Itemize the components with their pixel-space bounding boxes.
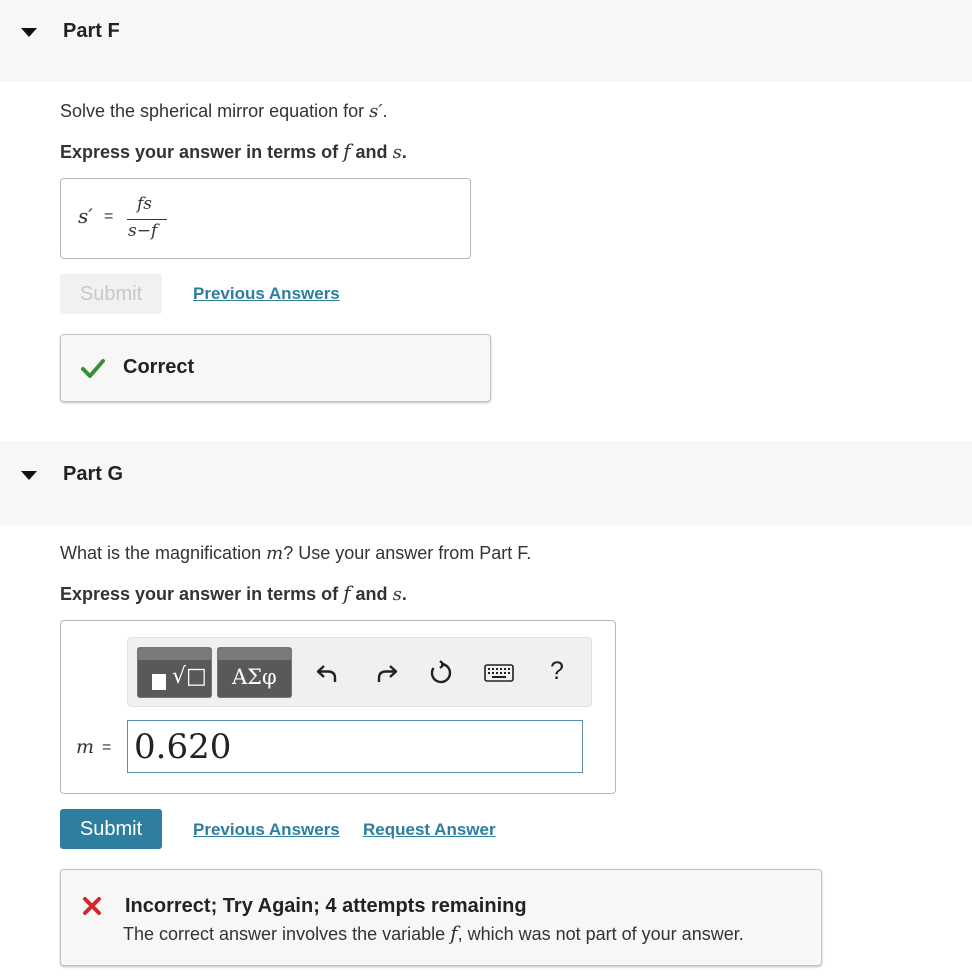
answer-equals: =: [104, 208, 114, 225]
part-g-header[interactable]: [0, 441, 972, 525]
undo-button[interactable]: [313, 660, 341, 686]
keyboard-button[interactable]: [483, 660, 515, 686]
feedback-status: Incorrect; Try Again; 4 attempts remaining: [125, 895, 527, 917]
check-icon: [81, 358, 105, 378]
collapse-caret-icon[interactable]: [21, 471, 37, 480]
answer-lhs: s′: [78, 204, 93, 228]
undo-icon: [315, 662, 339, 684]
reset-icon: [428, 660, 454, 686]
help-icon: ?: [550, 656, 564, 685]
fraction-numerator: fs: [137, 194, 153, 214]
part-g-submit-button[interactable]: Submit: [60, 809, 162, 849]
reset-button[interactable]: [427, 660, 455, 686]
input-equals: =: [102, 739, 112, 756]
part-f-submit-button: Submit: [60, 274, 162, 314]
input-label: m: [76, 736, 95, 758]
greek-icon: ΑΣφ: [232, 665, 277, 689]
part-g-title: Part G: [63, 463, 124, 485]
feedback-status: Correct: [123, 356, 195, 378]
part-f-title: Part F: [63, 20, 120, 42]
help-button[interactable]: [543, 658, 571, 684]
part-g-previous-answers-link[interactable]: Previous Answers: [193, 820, 340, 839]
redo-button[interactable]: [373, 660, 401, 686]
fraction-denominator: s−f: [128, 221, 158, 241]
keyboard-icon: [484, 664, 514, 682]
math-toolbar: [127, 637, 592, 707]
part-f-instruction: Express your answer in terms of f and s.: [60, 139, 407, 163]
fraction-bar: [127, 219, 167, 220]
sqrt-icon: √□: [172, 664, 207, 689]
part-g-feedback: [60, 869, 822, 966]
part-g-question: What is the magnification m? Use your answer from Part F.: [60, 543, 532, 564]
request-answer-link[interactable]: Request Answer: [363, 820, 496, 839]
part-f-question: Solve the spherical mirror equation for s′.: [60, 101, 388, 122]
templates-button[interactable]: [137, 647, 212, 698]
part-g-instruction: Express your answer in terms of f and s.: [60, 581, 407, 605]
collapse-caret-icon[interactable]: [21, 28, 37, 37]
magnification-input[interactable]: 0.620: [127, 720, 583, 773]
feedback-message: The correct answer involves the variable f, which was not part of your answer.: [123, 921, 744, 945]
x-icon: [82, 896, 102, 916]
part-f-previous-answers-link[interactable]: Previous Answers: [193, 284, 340, 303]
greek-symbols-button[interactable]: [217, 647, 292, 698]
redo-icon: [375, 662, 399, 684]
part-f-feedback: [60, 334, 491, 402]
template-box-icon: [152, 674, 166, 690]
part-f-answer-box: [60, 178, 471, 259]
part-f-header[interactable]: [0, 0, 972, 82]
